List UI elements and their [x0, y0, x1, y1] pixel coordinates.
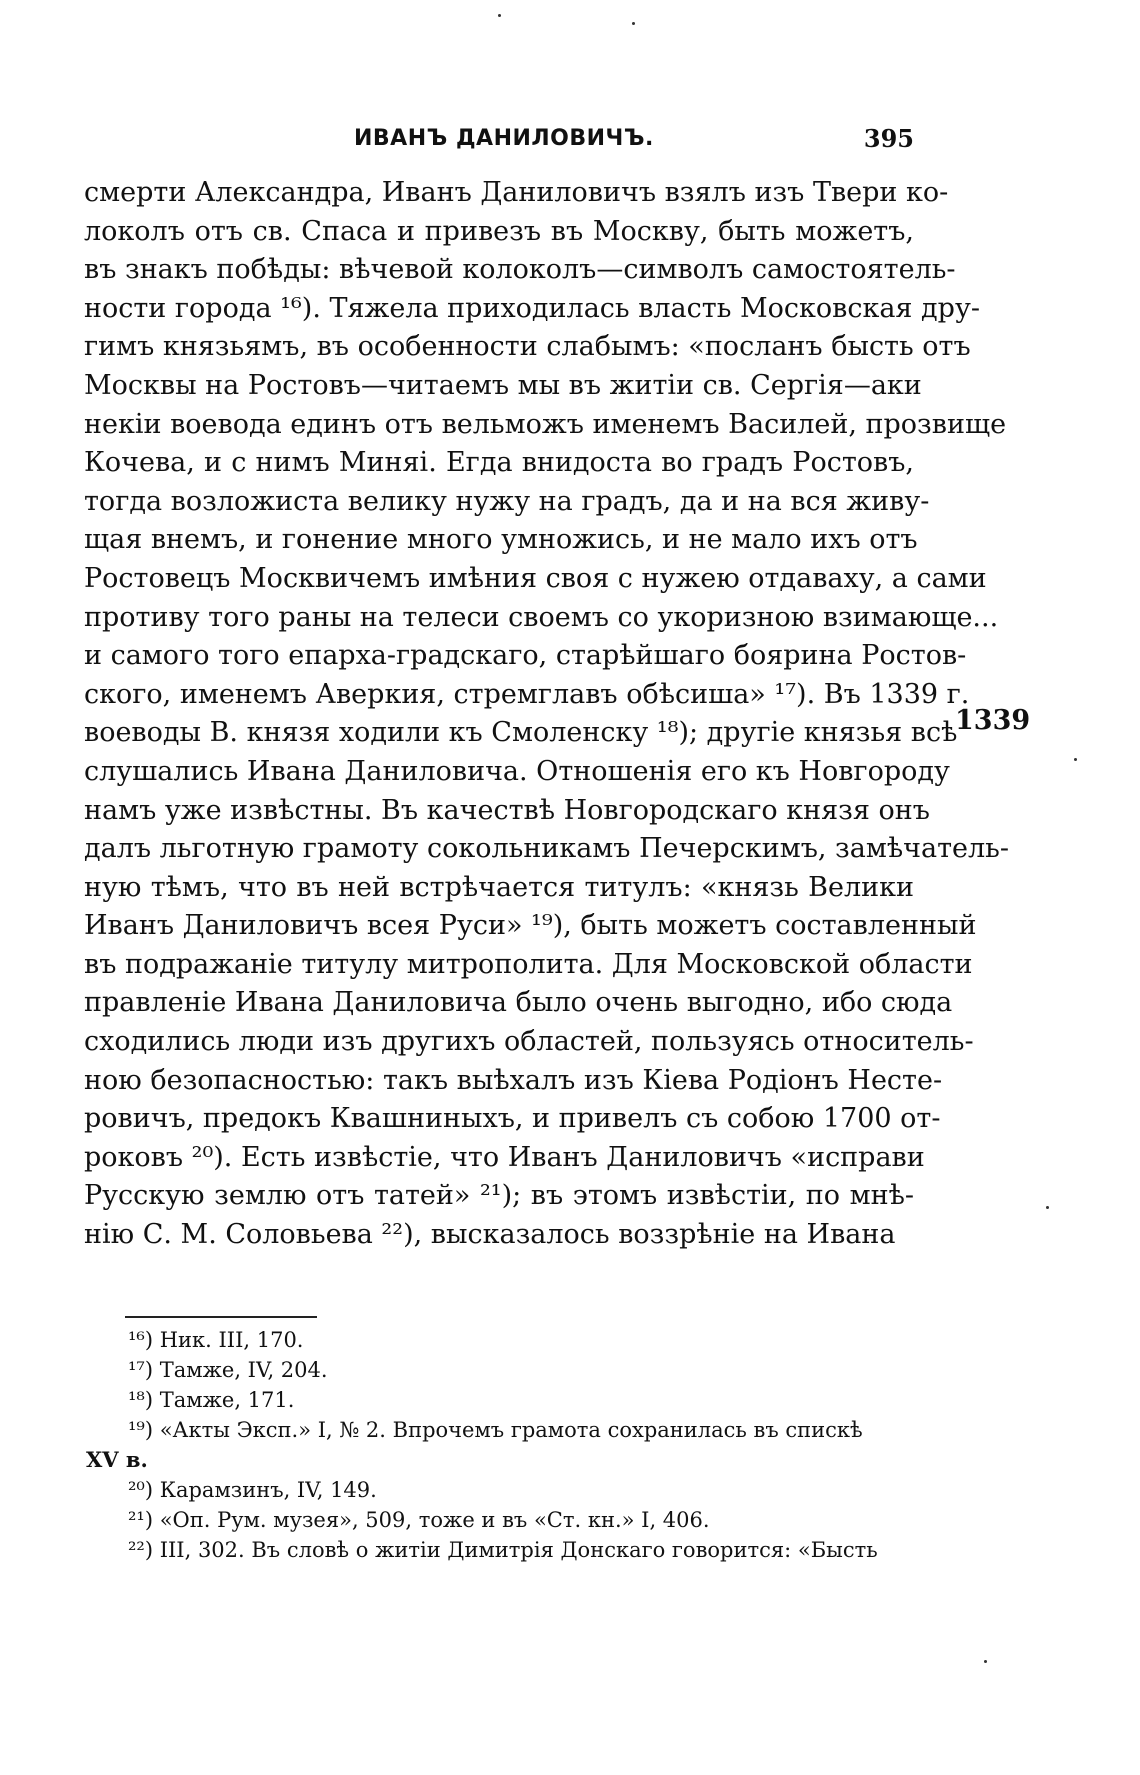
running-head-title: ИВАНЪ ДАНИЛОВИЧЪ.	[354, 126, 654, 151]
text-line: гимъ князьямъ, въ особенности слабымъ: «посланъ бысть отъ	[84, 331, 971, 363]
text-line: Русскую землю отъ татей» ²¹); въ этомъ извѣстіи, по мнѣ-	[84, 1180, 914, 1212]
text-line: тогда возложиста велику нужу на градъ, да и на вся живу-	[84, 485, 930, 517]
margin-note-year: 1339	[955, 705, 1031, 736]
footnote: ¹⁸) Тамже, 171.	[128, 1388, 295, 1412]
text-line: Москвы на Ростовъ—читаемъ мы въ житіи св. Сергія—аки	[84, 369, 922, 401]
text-line: роковъ ²⁰). Есть извѣстіе, что Иванъ Даниловичъ «исправи	[84, 1141, 925, 1173]
text-line: слушались Ивана Даниловича. Отношенія его къ Новгороду	[84, 755, 950, 787]
text-line: далъ льготную грамоту сокольникамъ Печерскимъ, замѣчатель-	[84, 833, 1009, 865]
text-line: локолъ отъ св. Спаса и привезъ въ Москву, быть можетъ,	[84, 215, 914, 247]
text-line: и самого того епарха-градскаго, старѣйшаго боярина Ростов-	[84, 640, 967, 672]
text-line: воеводы В. князя ходили къ Смоленску ¹⁸); другіе князья всѣ	[84, 717, 958, 749]
running-head	[84, 120, 914, 160]
text-line: Иванъ Даниловичъ всея Руси» ¹⁹), быть можетъ составленный	[84, 910, 977, 942]
text-line: въ знакъ побѣды: вѣчевой колоколъ—символъ самостоятель-	[84, 254, 956, 286]
text-line: щая внемъ, и гонение много умножись, и не мало ихъ отъ	[84, 524, 918, 556]
text-line: смерти Александра, Иванъ Даниловичъ взялъ изъ Твери ко-	[84, 177, 949, 208]
scan-speck	[1046, 1206, 1049, 1209]
main-text	[84, 174, 1009, 1255]
text-line: некіи воевода единъ отъ вельможъ именемъ Василей, прозвище	[84, 408, 1007, 440]
text-line: намъ уже извѣстны. Въ качествѣ Новгородскаго князя онъ	[84, 794, 930, 826]
text-line: ности города ¹⁶). Тяжела приходилась власть Московская дру-	[84, 292, 980, 324]
footnote: ²²) III, 302. Въ словѣ о житіи Димитрія Донскаго говорится: «Бысть	[128, 1538, 878, 1562]
text-line: ровичъ, предокъ Квашниныхъ, и привелъ съ собою 1700 от-	[84, 1103, 941, 1135]
text-line: противу того раны на телеси своемъ со укоризною взимающе...	[84, 601, 999, 633]
text-line: въ подражаніе титулу митрополита. Для Московской области	[84, 948, 973, 980]
text-line: ского, именемъ Аверкия, стремглавъ обѣсиша» ¹⁷). Въ 1339 г.	[84, 678, 970, 710]
text-line: правленіе Ивана Даниловича было очень выгодно, ибо сюда	[84, 987, 953, 1019]
footnote: ²¹) «Оп. Рум. музея», 509, тоже и въ «Ст. кн.» I, 406.	[128, 1508, 710, 1532]
scan-speck	[984, 1660, 987, 1663]
footnotes	[84, 1325, 914, 1565]
footnote-divider	[125, 1316, 317, 1318]
scan-speck	[632, 22, 635, 25]
footnote-continuation: XV в.	[86, 1447, 148, 1472]
text-line: сходились люди изъ другихъ областей, пользуясь относитель-	[84, 1026, 974, 1058]
text-line: нію С. М. Соловьева ²²), высказалось воззрѣніе на Ивана	[84, 1219, 896, 1251]
scan-speck	[1074, 758, 1077, 761]
text-line: Ростовецъ Москвичемъ имѣния своя с нужею отдаваху, а сами	[84, 562, 987, 594]
footnote: ¹⁹) «Акты Эксп.» I, № 2. Впрочемъ грамота сохранилась въ спискѣ	[128, 1418, 863, 1442]
text-line: Кочева, и с нимъ Миняі. Егда внидоста во градъ Ростовъ,	[84, 447, 914, 479]
footnote: ¹⁶) Ник. III, 170.	[128, 1328, 304, 1352]
text-line: ную тѣмъ, что въ ней встрѣчается титулъ: «князь Велики	[84, 871, 914, 903]
footnote: ²⁰) Карамзинъ, IV, 149.	[128, 1478, 377, 1502]
scan-speck	[498, 14, 501, 17]
text-line: ною безопасностью: такъ выѣхалъ изъ Кіева Родіонъ Несте-	[84, 1064, 943, 1096]
page-number: 395	[863, 124, 914, 153]
footnote: ¹⁷) Тамже, IV, 204.	[128, 1358, 328, 1382]
